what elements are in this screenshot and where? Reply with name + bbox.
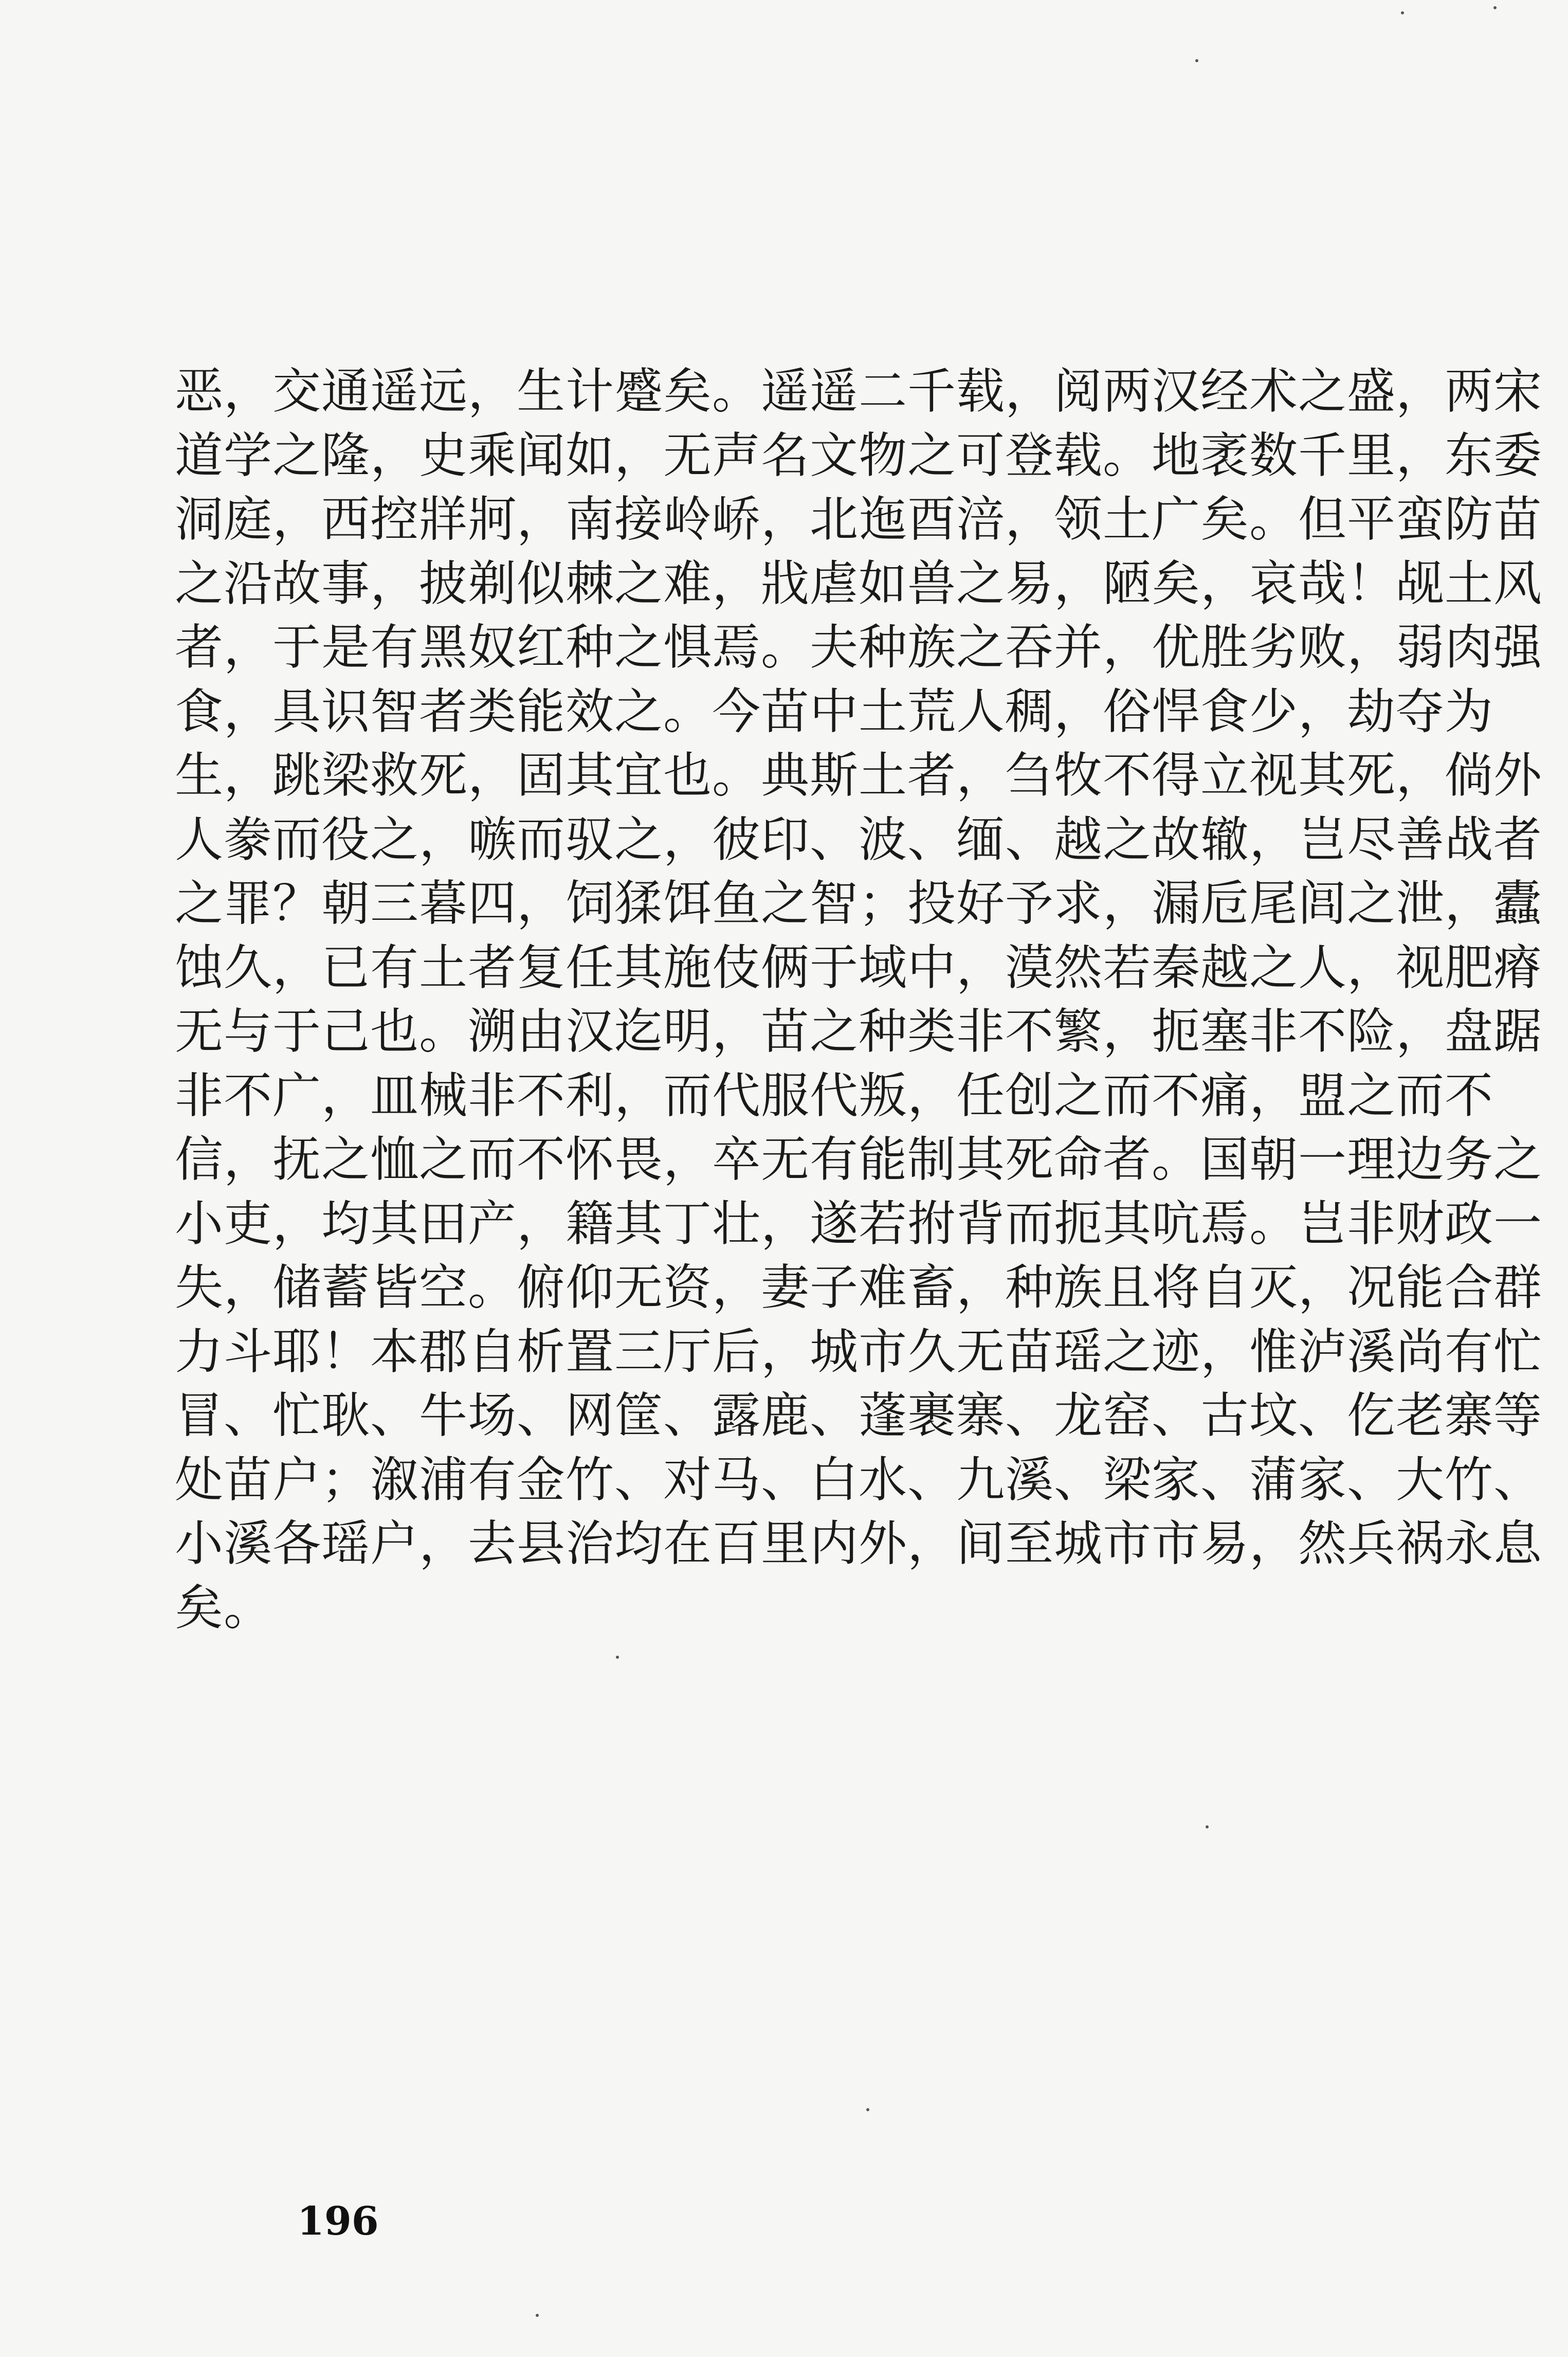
text-line: 小溪各瑶户，去县治均在百里内外，间至城市市易，然兵祸永息 [175,1516,1543,1572]
text-line: 非不广，皿械非不利，而代服代叛，任创之而不痛，盟之而不 [175,1067,1494,1124]
scan-speck [536,2314,539,2317]
text-line: 生，跳梁救死，固其宜也。典斯土者，刍牧不得立视其死，倘外 [175,748,1543,804]
scan-speck [1493,6,1497,9]
scan-speck [616,1656,619,1659]
text-line: 者，于是有黑奴红种之惧焉。夫种族之吞并，优胜劣败，弱肉强 [175,620,1543,676]
text-line: 小吏，均其田产，籍其丁壮，遂若拊背而扼其吭焉。岂非财政一 [175,1195,1543,1252]
text-line: 蚀久，已有土者复任其施伎俩于域中，漠然若秦越之人，视肥瘠 [175,939,1543,996]
scan-speck [1401,11,1404,14]
text-line: 矣。 [175,1580,273,1636]
text-line: 之沿故事，披剃似棘之难，戕虐如兽之易，陋矣，哀哉！觇土风 [175,555,1543,612]
scan-speck [1206,1825,1209,1828]
text-line: 失，储蓄皆空。俯仰无资，妻子难畜，种族且将自灭，况能合群 [175,1260,1543,1316]
scan-speck [866,2108,869,2111]
text-line: 冒、忙耿、牛场、网筐、露鹿、蓬裹寨、龙窑、古坟、仡老寨等 [175,1388,1543,1444]
text-line: 无与于己也。溯由汉迄明，苗之种类非不繁，扼塞非不险，盘踞 [175,1004,1543,1060]
text-line: 信，抚之恤之而不怀畏，卒无有能制其死命者。国朝一理边务之 [175,1132,1543,1188]
text-line: 力斗耶！本郡自析置三厅后，城市久无苗瑶之迹，惟泸溪尚有忙 [175,1323,1543,1380]
text-line: 之罪？朝三暮四，饲猱饵鱼之智；投好予求，漏卮尾闾之泄，蠹 [175,876,1543,932]
text-line: 食，具识智者类能效之。今苗中土荒人稠，俗悍食少，劫夺为 [175,683,1494,740]
body-text [175,360,1543,1640]
text-line: 道学之隆，史乘闻如，无声名文物之可登载。地袤数千里，东委 [175,427,1543,484]
text-line: 处苗户；溆浦有金竹、对马、白水、九溪、梁家、蒲家、大竹、 [175,1452,1543,1508]
text-line: 洞庭，西控牂牁，南接岭峤，北迤酉涪，领土广矣。但平蛮防苗 [175,492,1543,548]
scan-speck [1195,59,1198,62]
page-number: 196 [297,2198,379,2244]
text-line: 恶，交通遥远，生计蹙矣。遥遥二千载，阅两汉经术之盛，两宋 [175,364,1543,420]
text-line: 人豢而役之，嗾而驭之，彼印、波、缅、越之故辙，岂尽善战者 [175,811,1543,868]
